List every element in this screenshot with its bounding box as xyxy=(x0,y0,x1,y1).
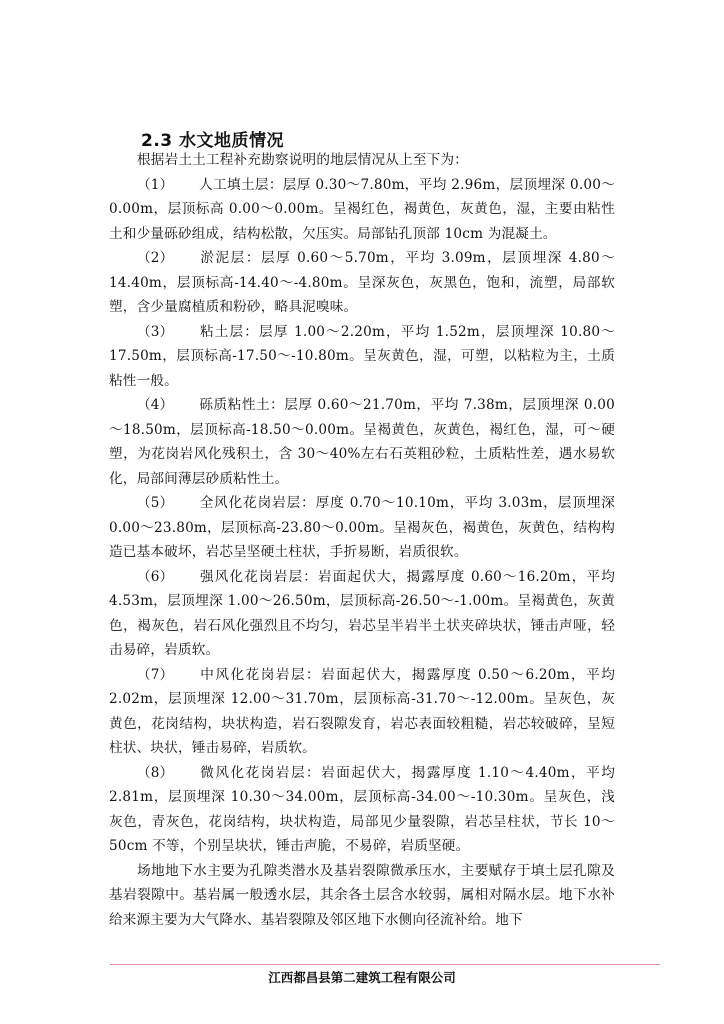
layer-paragraph xyxy=(109,491,615,565)
layer-paragraph xyxy=(109,246,615,320)
layer-text: 强风化花岗岩层：岩面起伏大，揭露厚度 0.60～16.20m，平均 4.53m，层顶埋深 1.00～26.50m，层顶标高-26.50～-1.00m。呈褐黄色，灰黄色，褐灰色，岩石风化强烈且不均匀，岩芯呈半岩半土状夹碎块状，锤击声哑，轻击易碎，岩质软。 xyxy=(109,568,615,658)
groundwater-paragraph: 场地地下水主要为孔隙类潜水及基岩裂隙微承压水，主要赋存于填土层孔隙及基岩裂隙中。基岩属一般透水层，其余各土层含水较弱，属相对隔水层。地下水补给来源主要为大气降水、基岩裂隙及邻区地下水侧向径流补给。地下 xyxy=(109,862,615,928)
layer-text: 全风化花岗岩层：厚度 0.70～10.10m，平均 3.03m，层顶埋深 0.00～23.80m，层顶标高-23.80～0.00m。呈褐灰色，褐黄色，灰黄色，结构构造已基本破坏，岩芯呈坚硬土柱状，手折易断，岩质很软。 xyxy=(109,495,615,560)
layer-text: 中风化花岗岩层：岩面起伏大，揭露厚度 0.50～6.20m，平均 2.02m，层顶埋深 12.00～31.70m，层顶标高-31.70～-12.00m。呈灰色，灰黄色，花岗结构，块状构造，岩石裂隙发育，岩芯表面较粗糙，岩芯较破碎，呈短柱状、块状，锤击易碎，岩质软。 xyxy=(109,666,615,756)
layer-paragraph xyxy=(109,663,615,761)
layer-text: 粘土层：层厚 1.00～2.20m，平均 1.52m，层顶埋深 10.80～17.50m，层顶标高-17.50～-10.80m。呈灰黄色，湿，可塑，以粘粒为主，土质粘性一般。 xyxy=(109,323,615,389)
intro-paragraph: 根据岩土土工程补充勘察说明的地层情况从上至下为： xyxy=(137,152,469,168)
layer-number: （5） xyxy=(137,495,174,511)
layer-text: 人工填土层：层厚 0.30～7.80m，平均 2.96m，层顶埋深 0.00～0.00m，层顶标高 0.00～0.00m。呈褐红色，褐黄色，灰黄色，湿，主要由粘性土和少量砾砂组成，结构松散，欠压实。局部钻孔顶部 10cm 为混凝土。 xyxy=(109,176,615,242)
layer-paragraph xyxy=(109,393,615,491)
layer-number: （3） xyxy=(137,323,174,340)
layer-text: 微风化花岗岩层：岩面起伏大，揭露厚度 1.10～4.40m，平均 2.81m，层顶埋深 10.30～34.00m，层顶标高-34.00～-10.30m。呈灰色，浅灰色，青灰色，花岗结构，块状构造，局部见少量裂隙，岩芯呈柱状，节长 10～50cm 不等，个别呈块状，锤击声脆，不易碎，岩质坚硬。 xyxy=(109,764,615,854)
layer-paragraph xyxy=(109,320,615,394)
body-text xyxy=(109,148,615,932)
layer-number: （6） xyxy=(137,568,174,585)
footer-company-name: 江西都昌县第二建筑工程有限公司 xyxy=(268,970,456,985)
footer-divider xyxy=(110,964,660,965)
layer-text: 砾质粘性土：层厚 0.60～21.70m，平均 7.38m，层顶埋深 0.00～18.50m，层顶标高-18.50～0.00m。呈褐黄色，灰黄色，褐红色，湿，可～硬塑，为花岗岩风化残积土，含 30～40%左右石英粗砂粒，土质粘性差，遇水易软化，局部间薄层砂质粘性土。 xyxy=(109,397,615,487)
layer-number: （4） xyxy=(137,397,174,413)
section-title: 2.3 水文地质情况 xyxy=(141,131,285,151)
layer-number: （1） xyxy=(137,176,174,193)
layer-number: （2） xyxy=(137,250,174,266)
layer-text: 淤泥层：层厚 0.60～5.70m，平均 3.09m，层顶埋深 4.80～14.40m，层顶标高-14.40～-4.80m。呈深灰色，灰黑色，饱和，流塑，局部软塑，含少量腐植质和粉砂，略具泥嗅味。 xyxy=(109,250,615,315)
layer-number: （8） xyxy=(137,764,174,781)
layer-paragraph xyxy=(109,761,615,859)
layer-paragraph xyxy=(109,173,615,247)
layer-number: （7） xyxy=(137,666,174,683)
layer-paragraph xyxy=(109,565,615,663)
